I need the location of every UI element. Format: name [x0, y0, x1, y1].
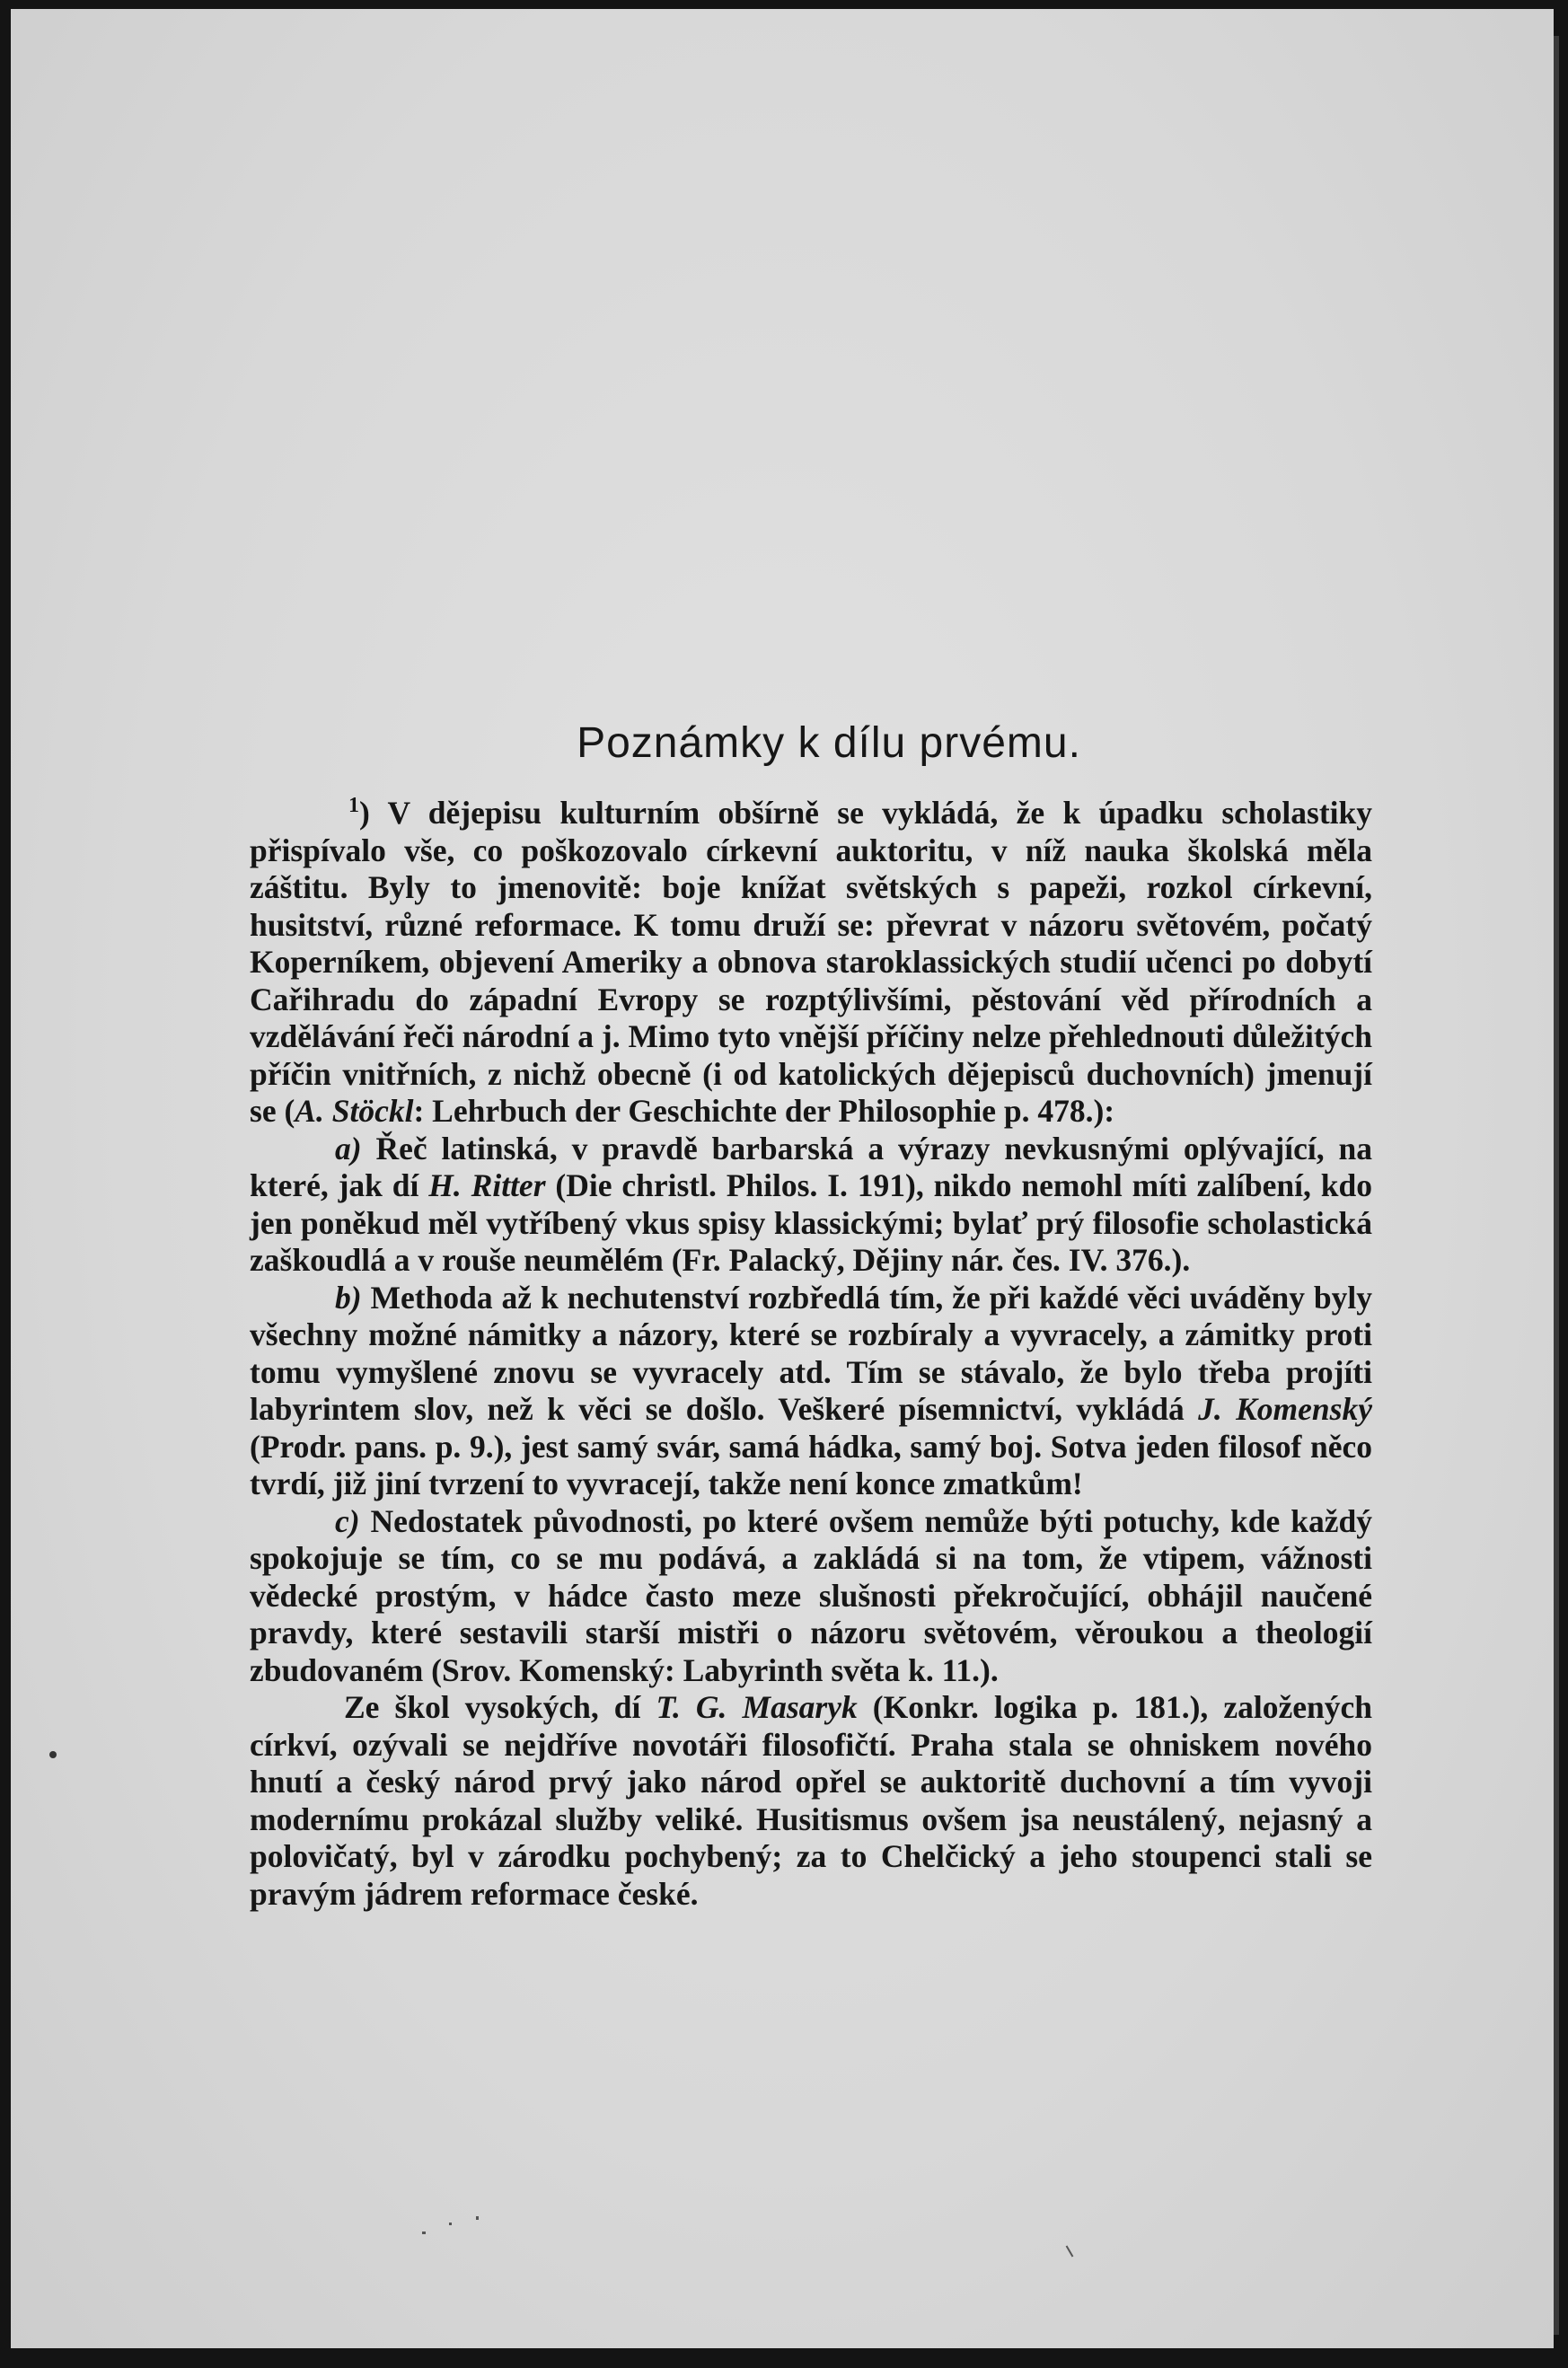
scan-speck — [422, 2232, 426, 2234]
author-ritter: H. Ritter — [428, 1167, 546, 1203]
item-marker-a: a) — [335, 1130, 362, 1166]
paragraph-b — [250, 1280, 1372, 1503]
page-edge-shadow — [1554, 36, 1559, 2335]
paragraph-intro — [250, 795, 1372, 1131]
paragraph-masaryk — [250, 1689, 1372, 1913]
paragraph-c — [250, 1503, 1372, 1690]
item-marker-c: c) — [335, 1502, 360, 1539]
intro-text-2: : Lehrbuch der Geschichte der Philosophie p. 478.): — [413, 1093, 1115, 1129]
b-text-1: Methoda až k nechutenství rozbředlá tím, že při každé věci uváděny byly všechny možné námitky a názory, které se rozbíraly a vyvracely, a zámitky proti tomu vymyšlené znovu se vyvracely atd. Tím se stávalo, že bylo třeba projíti labyrintem slov, než k věci se došlo. Veškeré písemnictví, vykládá — [250, 1279, 1372, 1427]
d-text-1: Ze škol vysokých, dí — [344, 1689, 656, 1725]
page-title: Poznámky k dílu prvému. — [577, 719, 1081, 767]
notes-section — [250, 718, 1372, 1913]
c-text: Nedostatek původnosti, po které ovšem nemůže býti potuchy, kde každý spokojuje se tím, co se mu podává, a zakládá si na tom, že vtipem, vážnosti vědecké prostým, v hádce často meze slušnosti překročující, obhájil naučené pravdy, které sestavili starší mistři o názoru světovém, věroukou a theologií zbudovaném (Srov. Komenský: Labyrinth světa k. 11.). — [250, 1502, 1372, 1688]
a-text-2: (Die christl. Philos. I. 191), nikdo nemohl míti zalíbení, kdo jen poněkud měl vytříbený vkus spisy klassickými; bylať prý filosofie scholastická zaškoudlá a v rouše neumělém (Fr. Palacký, Dějiny nár. čes. IV. 376.). — [250, 1167, 1373, 1278]
b-text-2: (Prodr. pans. p. 9.), jest samý svár, samá hádka, samý boj. Sotva jeden filosof něco tvrdí, již jiní tvrzení to vyvracejí, takže není konce zmatkům! — [250, 1428, 1372, 1501]
d-text-2: (Konkr. logika p. 181.), založených církví, ozývali se nejdříve novotáři filosofičtí. Praha stala se ohniskem nového hnutí a český národ prvý jako národ opřel se auktoritě duchovní a tím vyvoji modernímu prokázal služby veliké. Husitismus ovšem jsa neustálený, nejasný a polovičatý, byl v zárodku pochybený; za to Chelčický a jeho stoupenci stali se pravým jádrem reformace české. — [250, 1689, 1372, 1912]
item-marker-b: b) — [335, 1279, 362, 1316]
a-text-1: Řeč latinská, v pravdě barbarská a výrazy nevkusnými oplývající, na které, jak dí — [250, 1130, 1372, 1203]
author-masaryk: T. G. Masaryk — [656, 1689, 858, 1725]
author-komensky: J. Komenský — [1198, 1391, 1372, 1427]
paragraph-a — [250, 1131, 1372, 1280]
margin-speck — [49, 1751, 57, 1758]
scan-speck — [449, 2223, 452, 2225]
footnote-marker: 1 — [348, 794, 359, 818]
scan-speck — [476, 2216, 479, 2220]
author-stockl: A. Stöckl — [295, 1093, 414, 1129]
intro-text-1: ) V dějepisu kulturním obšírně se vykládá, že k úpadku scholastiky přispívalo vše, co poškozovalo církevní auktoritu, v níž nauka školská měla záštitu. Byly to jmenovitě: boje knížat světských s papeži, rozkol církevní, husitství, různé reformace. K tomu druží se: převrat v názoru světovém, počatý Koperníkem, objevení Ameriky a obnova staroklassických studií učenci po dobytí Cařihradu do západní Evropy se rozptýlivšími, pěstování věd přírodních a vzdělávání řeči národní a j. Mimo tyto vnější příčiny nelze přehlednouti důležitých příčin vnitřních, z nichž obecně (i od katolických dějepisců duchovních) jmenují se ( — [250, 795, 1372, 1129]
